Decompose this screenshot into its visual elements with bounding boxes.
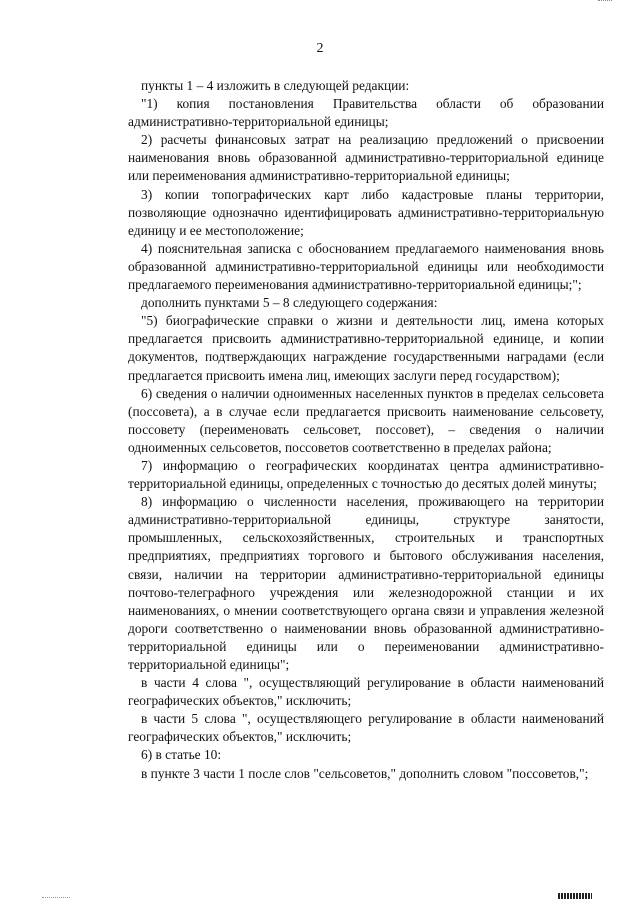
paragraph: в части 4 слова ", осуществляющий регулирование в области наименований географических объектов," исключить; [128, 675, 604, 709]
paragraph: в пункте 3 части 1 после слов "сельсоветов," дополнить словом "поссоветов,"; [141, 765, 589, 781]
paragraph: "5) биографические справки о жизни и деятельности лиц, имена которых предлагается присвоить административно-территориальной единице, и копии документов, подтверждающих награждение государственными наградами (если предлагается присвоить имена лиц, имеющих заслуги перед государством); [128, 313, 604, 383]
scan-artifact-top [598, 0, 612, 4]
paragraph: 4) пояснительная записка с обоснованием предлагаемого наименования вновь образованной административно-территориальной единицы или необходимости предлагаемого переименования административно-территориальной единицы;"; [128, 240, 604, 293]
document-body [128, 77, 604, 783]
paragraph: 7) информацию о географических координатах центра административно-территориальной единицы, определенных с точностью до десятых долей минуты; [128, 457, 604, 492]
paragraph: 6) в статье 10: [141, 747, 222, 763]
scan-artifact-bottom-right [558, 893, 592, 899]
paragraph: дополнить пунктами 5 – 8 следующего содержания: [141, 295, 438, 311]
paragraph: 8) информацию о численности населения, проживающего на территории административно-территориальной единицы, структуре занятости, промышленных, сельскохозяйственных, строительных и транспортных предприятиях, предприятиях торгового и бытового обслуживания населения, связи, наличии на территории административно-территориальной единицы почтово-телеграфного учреждения или железнодорожной станции и их наименованиях, о мнении соответствующего органа связи и управления железной дороги соответственно о наименовании вновь образованной административно-территориальной единицы или о переименовании административно-территориальной единицы"; [128, 494, 604, 672]
paragraph: "1) копия постановления Правительства области об образовании административно-территориальной единицы; [128, 96, 604, 130]
paragraph: в части 5 слова ", осуществляющего регулирование в области наименований географических объектов," исключить; [128, 711, 604, 745]
paragraph: 2) расчеты финансовых затрат на реализацию предложений о присвоении наименования вновь образованной административно-территориальной единице или переименования административно-территориальной единицы; [128, 132, 604, 184]
paragraph: пункты 1 – 4 изложить в следующей редакции: [141, 78, 410, 93]
paragraph: 3) копии топографических карт либо кадастровые планы территории, позволяющие однозначно идентифицировать административно-территориальную единицу и ее местоположение; [128, 186, 604, 238]
page-number: 2 [316, 41, 324, 56]
scan-artifact-bottom-left [42, 897, 70, 900]
paragraph: 6) сведения о наличии одноименных населенных пунктов в пределах сельсовета (поссовета), а в случае если предлагается присвоить наименование сельсовету, поссовету (переименовать сельсовет, поссовет), – сведения о наличии одноименных сельсоветов, поссоветов соответственно в пределах района; [128, 385, 604, 455]
